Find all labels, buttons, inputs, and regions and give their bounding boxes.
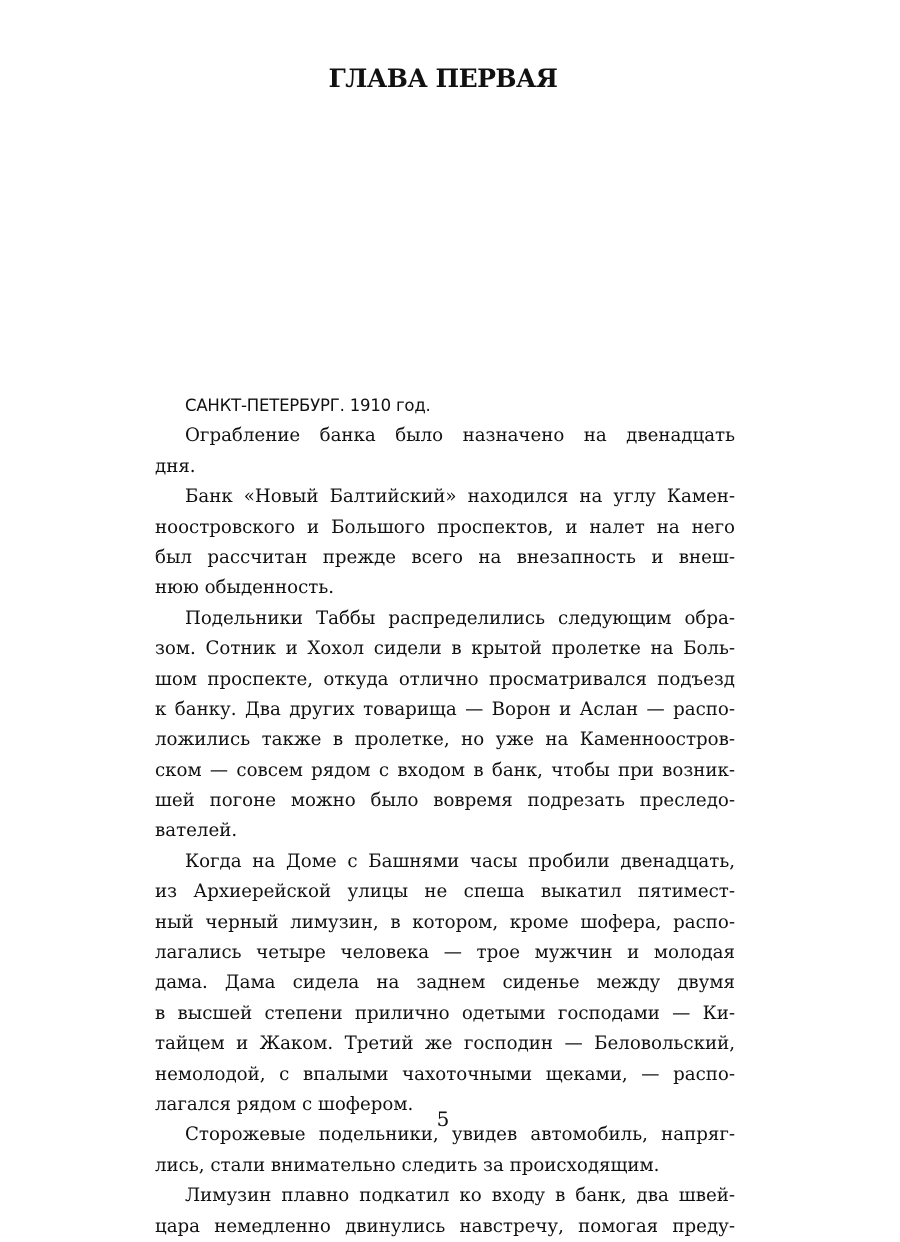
text-line: Когда на Доме с Башнями часы пробили двенадцать, [185, 850, 735, 872]
text-line: лагался рядом с шофером. [155, 1093, 414, 1115]
text-line: был рассчитан прежде всего на внезапность и внеш- [155, 546, 735, 568]
text-line: дама. Дама сидела на заднем сиденье между двумя [155, 972, 735, 994]
text-line: шом проспекте, откуда отлично просматривался подъезд [155, 668, 735, 690]
text-line: немолодой, с впалыми чахоточными щеками, — распо- [155, 1063, 735, 1085]
page-number: 5 [436, 1107, 450, 1131]
text-line: лагались четыре человека — трое мужчин и молодая [155, 942, 735, 964]
text-line: Подельники Таббы распределились следующим обра- [185, 607, 735, 629]
dateline [155, 391, 735, 421]
text-line: к банку. Два других товарища — Ворон и Аслан — распо- [155, 698, 735, 720]
text-line: в высшей степени прилично одетыми господами — Ки- [155, 1002, 735, 1024]
chapter-title: ГЛАВА ПЕРВАЯ [328, 64, 558, 93]
text-line: нюю обыденность. [155, 577, 335, 599]
text-line: ложились также в пролетке, но уже на Каменноостров- [155, 729, 735, 751]
text-line: Лимузин плавно подкатил ко входу в банк, два швей- [185, 1185, 735, 1207]
text-line: Банк «Новый Балтийский» находился на углу Камен- [185, 486, 735, 508]
text-line: тайцем и Жаком. Третий же господин — Беловольский, [155, 1033, 735, 1055]
text-line: Сторожевые подельники, увидев автомобиль, напряг- [185, 1124, 735, 1146]
text-line: дня. [155, 455, 196, 477]
text-line: лись, стали внимательно следить за происходящим. [155, 1154, 660, 1176]
text-line: цара немедленно двинулись навстречу, помогая преду- [155, 1215, 735, 1237]
text-line: ный черный лимузин, в котором, кроме шофера, распо- [155, 911, 735, 933]
text-line: ноостровского и Большого проспектов, и налет на него [155, 516, 735, 538]
dateline-year: 1910 год. [344, 396, 431, 415]
dateline-place: САНКТ-ПЕТЕРБУРГ. [185, 396, 345, 415]
text-line: вателей. [155, 820, 238, 842]
text-line: из Архиерейской улицы не спеша выкатил пятимест- [155, 881, 735, 903]
text-line: Ограбление банка было назначено на двенадцать [185, 425, 735, 447]
text-line: зом. Сотник и Хохол сидели в крытой пролетке на Боль- [155, 638, 735, 660]
text-line: шей погоне можно было вовремя подрезать преследо- [155, 790, 735, 812]
text-line: ском — совсем рядом с входом в банк, чтобы при возник- [155, 759, 735, 781]
